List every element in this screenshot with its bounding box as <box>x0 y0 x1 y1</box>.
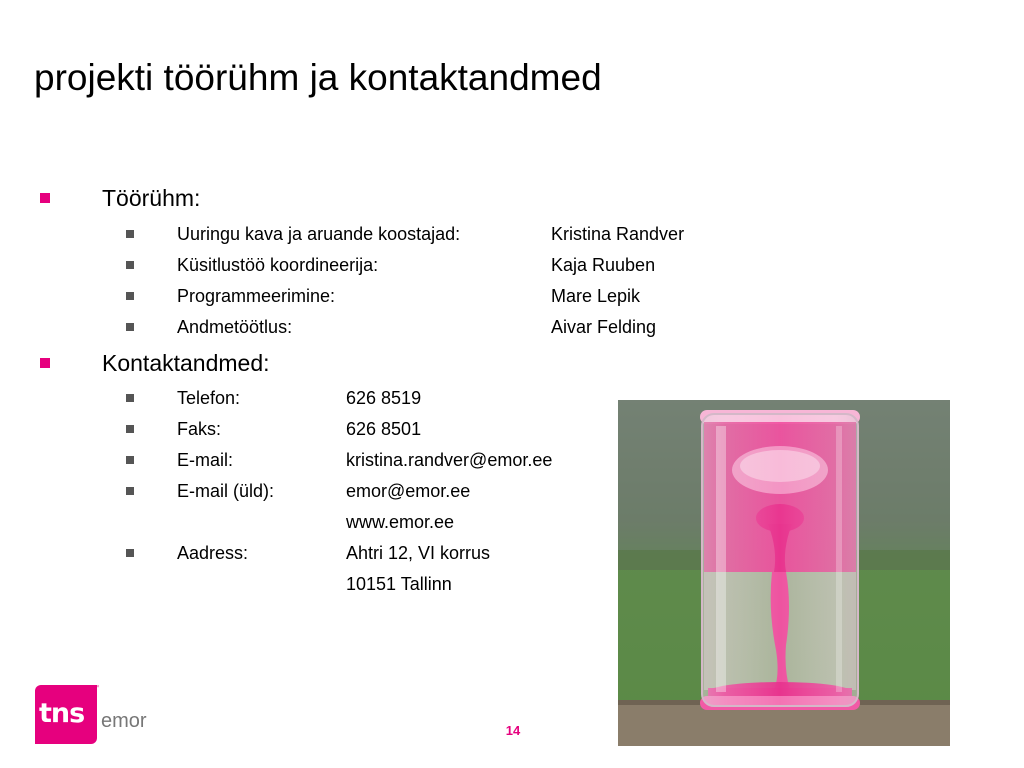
row-value: Kristina Randver <box>551 224 685 244</box>
pink-liquid-timer-photo <box>618 400 950 746</box>
sub-bullet <box>126 487 134 495</box>
section-bullet <box>40 193 50 203</box>
row-value: Ahtri 12, VI korrus <box>346 543 491 563</box>
section-bullet <box>40 358 50 368</box>
row-value: Kaja Ruuben <box>551 255 656 275</box>
sub-bullet <box>126 323 134 331</box>
sub-bullet <box>126 394 134 402</box>
sub-bullet <box>126 456 134 464</box>
row-label: Küsitlustöö koordineerija: <box>177 255 379 275</box>
sub-bullet <box>126 292 134 300</box>
logo-trademark: ™ <box>93 685 99 691</box>
row-label: E-mail (üld): <box>177 481 275 501</box>
sub-bullet <box>126 549 134 557</box>
row-label: Telefon: <box>177 388 241 408</box>
row-value: Mare Lepik <box>551 286 641 306</box>
row-value: emor@emor.ee <box>346 481 471 501</box>
row-label: Andmetöötlus: <box>177 317 293 337</box>
slide-title: projekti töörühm ja kontaktandmed <box>34 57 602 98</box>
tns-emor-logo <box>35 685 145 745</box>
row-value: www.emor.ee <box>346 512 455 532</box>
section-label-toorühm: Töörühm: <box>102 185 201 211</box>
row-label: E-mail: <box>177 450 234 470</box>
row-value: 10151 Tallinn <box>346 574 452 594</box>
sub-bullet <box>126 230 134 238</box>
sub-bullet <box>126 425 134 433</box>
row-label: Programmeerimine: <box>177 286 336 306</box>
page-number: 14 <box>505 723 521 738</box>
section-label-kontaktandmed: Kontaktandmed: <box>102 350 270 376</box>
row-value: 626 8501 <box>346 419 422 439</box>
logo-name: emor <box>101 710 147 732</box>
logo-mark-text: tns <box>39 698 85 729</box>
row-label: Uuringu kava ja aruande koostajad: <box>177 224 461 244</box>
sub-bullet <box>126 261 134 269</box>
logo-mark-box <box>35 685 97 744</box>
row-value: Aivar Felding <box>551 317 657 337</box>
row-value: kristina.randver@emor.ee <box>346 450 553 470</box>
row-value: 626 8519 <box>346 388 422 408</box>
row-label: Aadress: <box>177 543 249 563</box>
row-label: Faks: <box>177 419 222 439</box>
